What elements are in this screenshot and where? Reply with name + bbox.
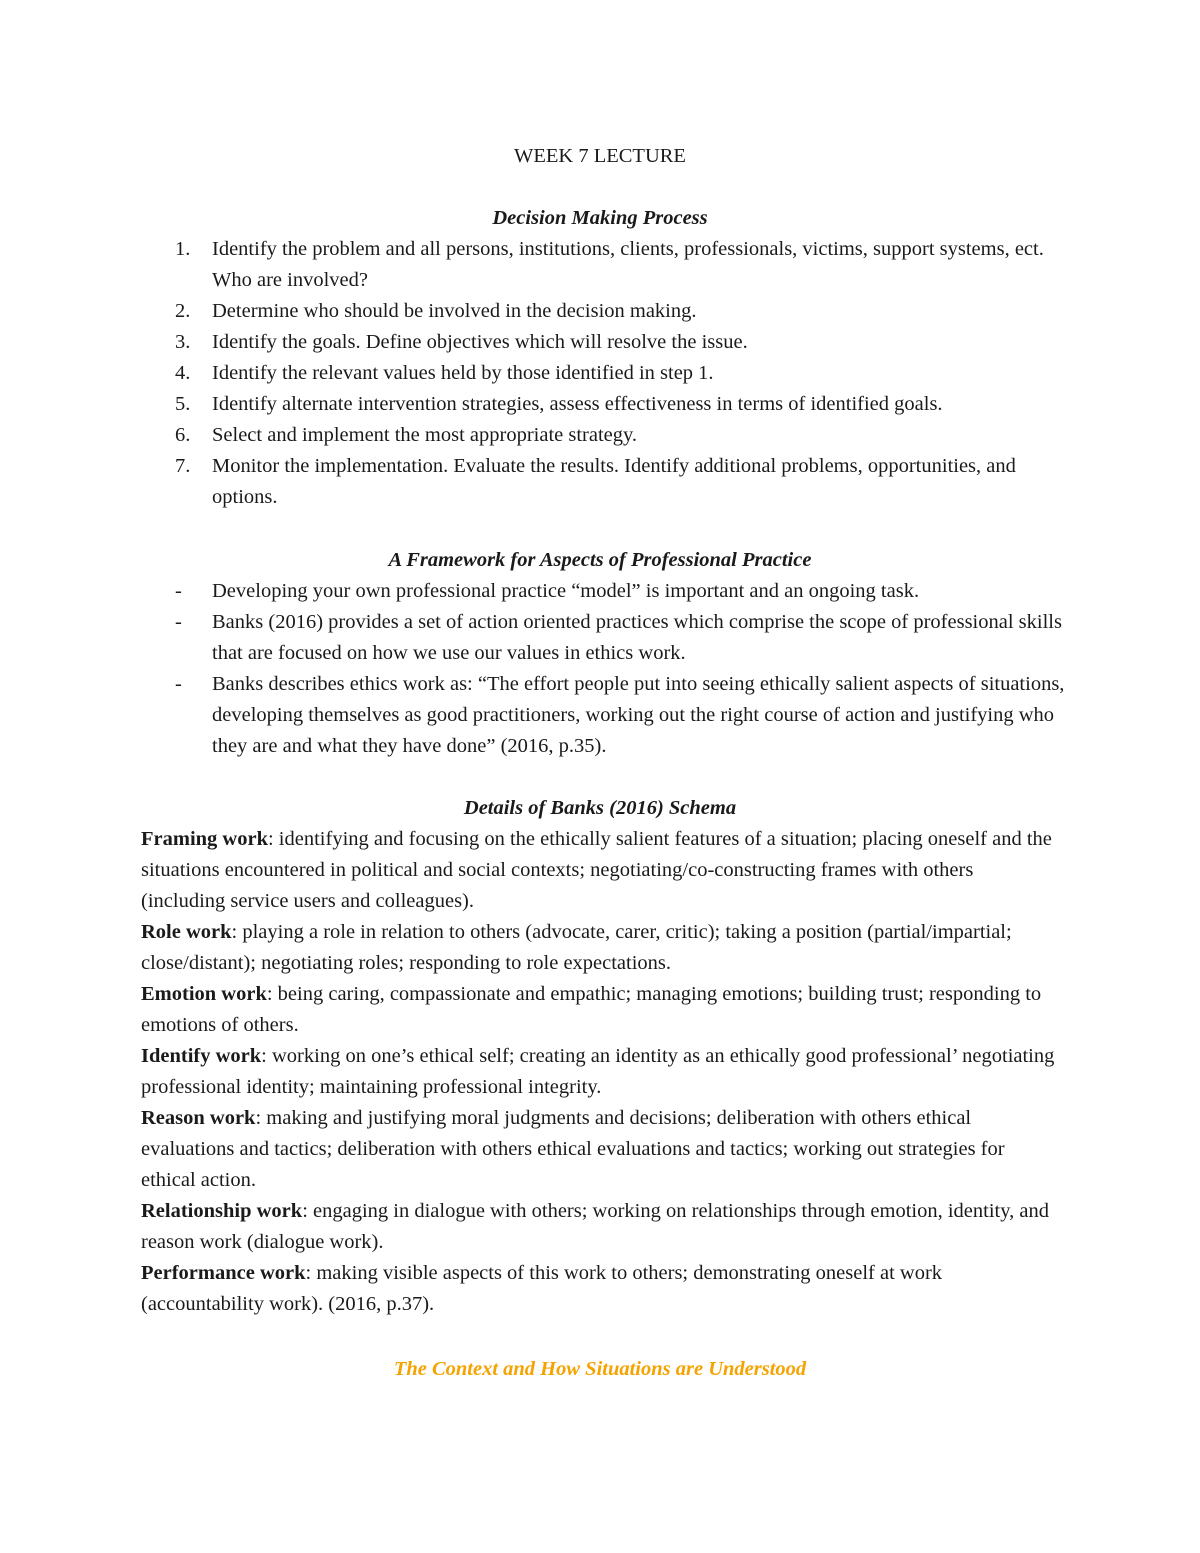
schema-text: : being caring, compassionate and empathic; managing emotions; building trust; responding to emotions of others. [141, 983, 1042, 1036]
schema-term: Reason work [141, 1107, 256, 1129]
schema-term: Performance work [141, 1262, 306, 1284]
dash-marker: - [175, 611, 182, 633]
list-item [0, 669, 1072, 762]
page-title: WEEK 7 LECTURE [514, 145, 686, 167]
schema-text: : playing a role in relation to others (advocate, carer, critic); taking a position (partial/impartial; close/distant); negotiating roles; responding to role expectations. [141, 921, 1012, 974]
list-item [0, 327, 1072, 358]
list-number: 7. [175, 455, 191, 477]
list-item [0, 389, 1072, 420]
list-number: 5. [175, 393, 191, 415]
list-item [0, 576, 1072, 607]
list-item [0, 420, 1072, 451]
list-item-text: Banks describes ethics work as: “The effort people put into seeing ethically salient aspects of situations, developing themselves as good practitioners, working out the right course of action and justifying who they are and what they have done” (2016, p.35). [212, 673, 1065, 757]
framework-list [0, 576, 1072, 762]
section-heading-schema: Details of Banks (2016) Schema [463, 797, 737, 819]
list-item-text: Monitor the implementation. Evaluate the results. Identify additional problems, opportunities, and options. [212, 455, 1016, 508]
schema-term: Role work [141, 921, 232, 943]
list-number: 4. [175, 362, 191, 384]
schema-term: Framing work [141, 828, 268, 850]
list-item-text: Select and implement the most appropriate strategy. [212, 424, 638, 446]
list-number: 6. [175, 424, 191, 446]
schema-text: : making and justifying moral judgments and decisions; deliberation with others ethical evaluations and tactics; deliberation with others ethical evaluations and tactics; working out strategies for ethical action. [141, 1107, 1005, 1191]
list-item-text: Identify the goals. Define objectives which will resolve the issue. [212, 331, 748, 353]
list-number: 2. [175, 300, 191, 322]
schema-entry [141, 1258, 1061, 1320]
list-item-text: Identify the relevant values held by those identified in step 1. [212, 362, 714, 384]
schema-term: Emotion work [141, 983, 267, 1005]
schema-text: : making visible aspects of this work to others; demonstrating oneself at work (accountability work). (2016, p.37). [141, 1262, 943, 1315]
decision-steps-list [0, 234, 1072, 513]
schema-entry [141, 1103, 1061, 1196]
schema-text: : identifying and focusing on the ethically salient features of a situation; placing oneself and the situations encountered in political and social contexts; negotiating/co-constructing frames with others (including service users and colleagues). [141, 828, 1052, 912]
schema-term: Identify work [141, 1045, 262, 1067]
list-item-text: Developing your own professional practice “model” is important and an ongoing task. [212, 580, 920, 602]
list-item [0, 451, 1072, 513]
list-number: 3. [175, 331, 191, 353]
schema-text: : engaging in dialogue with others; working on relationships through emotion, identity, and reason work (dialogue work). [141, 1200, 1049, 1253]
list-item [0, 296, 1072, 327]
list-number: 1. [175, 238, 191, 260]
schema-entry [141, 1196, 1061, 1258]
dash-marker: - [175, 580, 182, 602]
list-item [0, 607, 1072, 669]
list-item-text: Identify alternate intervention strategies, assess effectiveness in terms of identified goals. [212, 393, 943, 415]
section-heading-framework: A Framework for Aspects of Professional Practice [388, 549, 812, 571]
schema-definitions [141, 824, 1061, 1320]
schema-entry [141, 979, 1061, 1041]
schema-entry [141, 917, 1061, 979]
schema-term: Relationship work [141, 1200, 303, 1222]
list-item-text: Banks (2016) provides a set of action oriented practices which comprise the scope of professional skills that are focused on how we use our values in ethics work. [212, 611, 1062, 664]
schema-entry [141, 824, 1061, 917]
schema-entry [141, 1041, 1061, 1103]
list-item-text: Identify the problem and all persons, institutions, clients, professionals, victims, support systems, ect. Who are involved? [212, 238, 1044, 291]
dash-marker: - [175, 673, 182, 695]
list-item [0, 234, 1072, 296]
schema-text: : working on one’s ethical self; creating an identity as an ethically good professional’ negotiating professional identity; maintaining professional integrity. [141, 1045, 1055, 1098]
list-item [0, 358, 1072, 389]
section-heading-context: The Context and How Situations are Understood [393, 1358, 807, 1380]
section-heading-decision-making: Decision Making Process [492, 207, 708, 229]
list-item-text: Determine who should be involved in the decision making. [212, 300, 697, 322]
